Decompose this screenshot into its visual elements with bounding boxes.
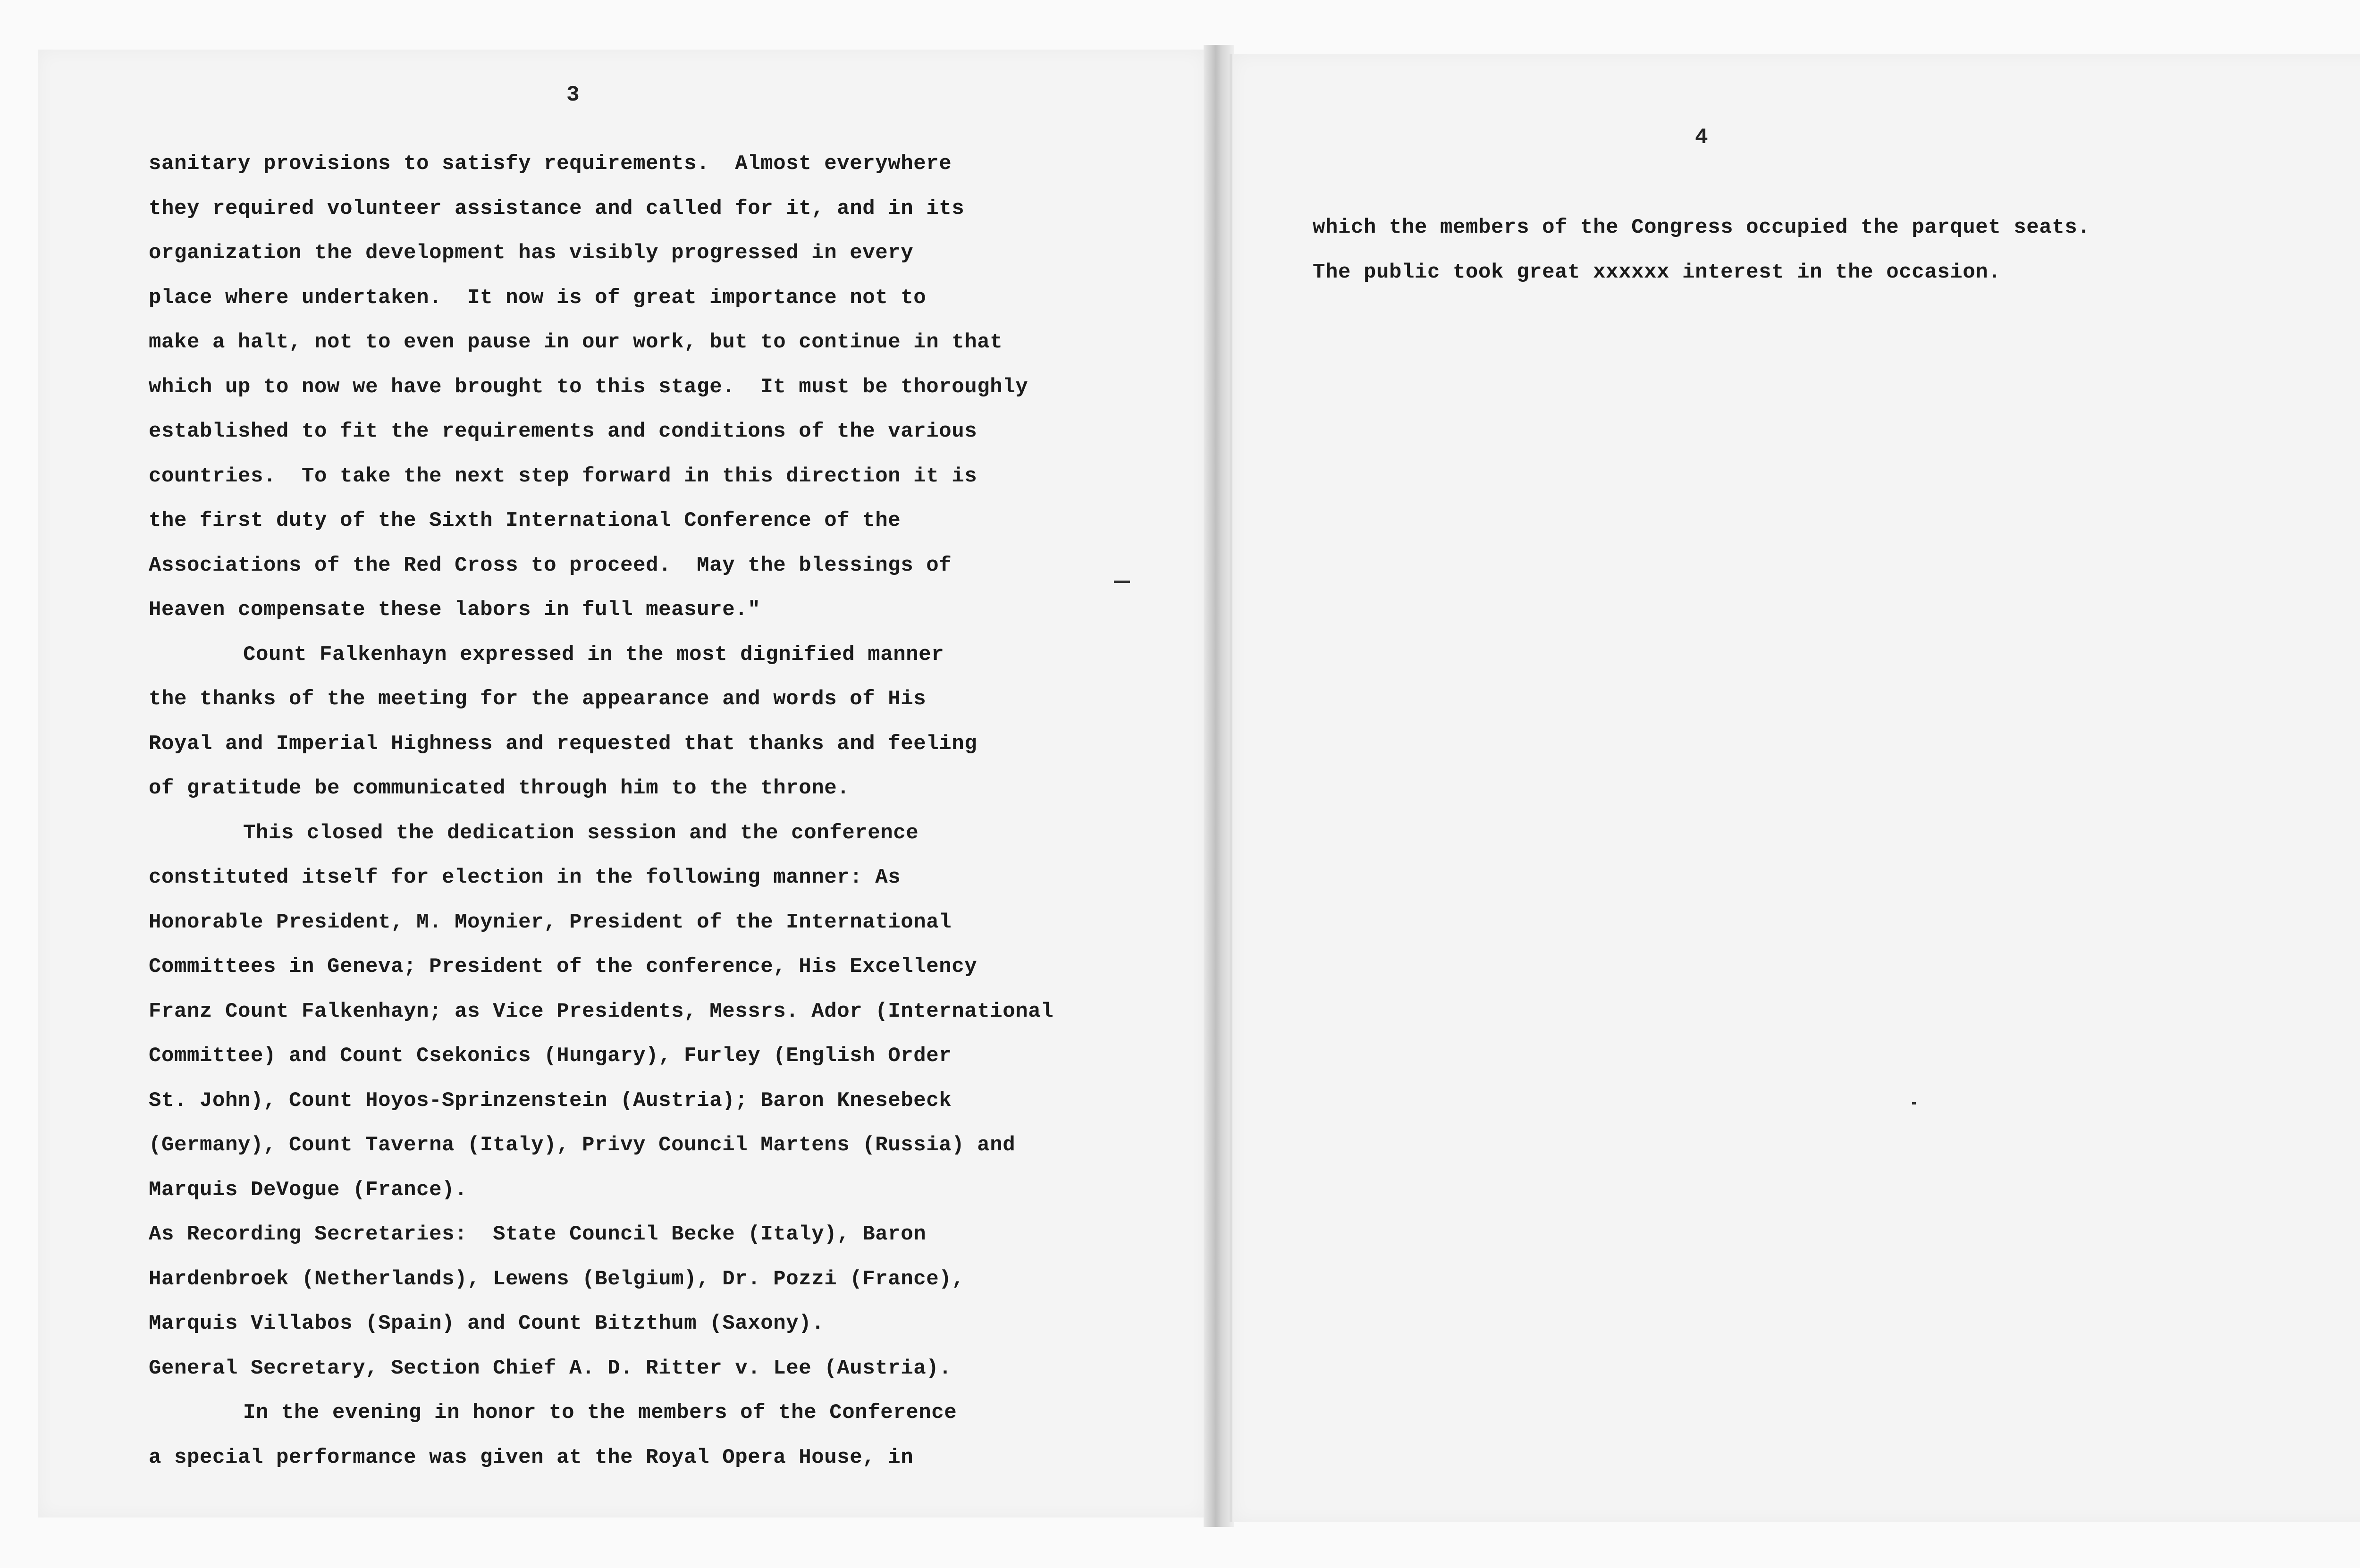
left-page-body: [149, 142, 1187, 1480]
text-line: which the members of the Congress occupied the parquet seats.: [1313, 216, 2090, 239]
text-line: Marquis Villabos (Spain) and Count Bitzthum (Saxony).: [149, 1312, 825, 1335]
text-line: a special performance was given at the Royal Opera House, in: [149, 1445, 914, 1469]
page-number-left: 3: [566, 83, 580, 107]
text-line: Marquis DeVogue (France).: [149, 1178, 468, 1202]
text-line: Associations of the Red Cross to proceed. May the blessings of: [149, 553, 952, 577]
text-line: Count Falkenhayn expressed in the most dignified manner: [243, 642, 944, 666]
right-page-body: [1313, 205, 2351, 295]
text-line: the first duty of the Sixth International Conference of the: [149, 509, 901, 532]
right-page: [1230, 54, 2360, 1522]
page-number-right: 4: [1695, 125, 1708, 150]
text-line: As Recording Secretaries: State Council Becke (Italy), Baron: [149, 1222, 927, 1246]
stray-ink-mark: [1114, 581, 1130, 583]
text-line: which up to now we have brought to this stage. It must be thoroughly: [149, 375, 1028, 399]
text-line: Committees in Geneva; President of the conference, His Excellency: [149, 955, 978, 978]
text-line: of gratitude be communicated through him to the throne.: [149, 776, 850, 800]
text-line: make a halt, not to even pause in our work, but to continue in that: [149, 330, 1003, 354]
text-line: Honorable President, M. Moynier, President of the International: [149, 910, 952, 934]
text-line: The public took great xxxxxx interest in the occasion.: [1313, 260, 2001, 284]
text-line: established to fit the requirements and conditions of the various: [149, 420, 978, 443]
text-line: General Secretary, Section Chief A. D. Ritter v. Lee (Austria).: [149, 1356, 952, 1380]
text-line: In the evening in honor to the members of the Conference: [243, 1401, 957, 1425]
stray-ink-dot: [1912, 1102, 1916, 1104]
text-line: sanitary provisions to satisfy requirements. Almost everywhere: [149, 152, 952, 176]
text-line: place where undertaken. It now is of great importance not to: [149, 286, 927, 310]
text-line: they required volunteer assistance and called for it, and in its: [149, 196, 965, 220]
text-line: Royal and Imperial Highness and requested that thanks and feeling: [149, 732, 978, 756]
text-line: the thanks of the meeting for the appearance and words of His: [149, 687, 927, 711]
text-line: Committee) and Count Csekonics (Hungary), Furley (English Order: [149, 1044, 952, 1068]
text-line: St. John), Count Hoyos-Sprinzenstein (Austria); Baron Knesebeck: [149, 1088, 952, 1113]
text-line: countries. To take the next step forward in this direction it is: [149, 464, 978, 488]
text-line: Heaven compensate these labors in full measure.": [149, 598, 761, 622]
text-line: This closed the dedication session and the conference: [243, 821, 919, 845]
text-line: (Germany), Count Taverna (Italy), Privy Council Martens (Russia) and: [149, 1133, 1016, 1157]
text-line: constituted itself for election in the following manner: As: [149, 866, 901, 889]
text-line: Hardenbroek (Netherlands), Lewens (Belgium), Dr. Pozzi (France),: [149, 1267, 965, 1291]
text-line: Franz Count Falkenhayn; as Vice Presidents, Messrs. Ador (International: [149, 999, 1054, 1023]
text-line: organization the development has visibly progressed in every: [149, 241, 914, 265]
left-page: [38, 50, 1209, 1517]
